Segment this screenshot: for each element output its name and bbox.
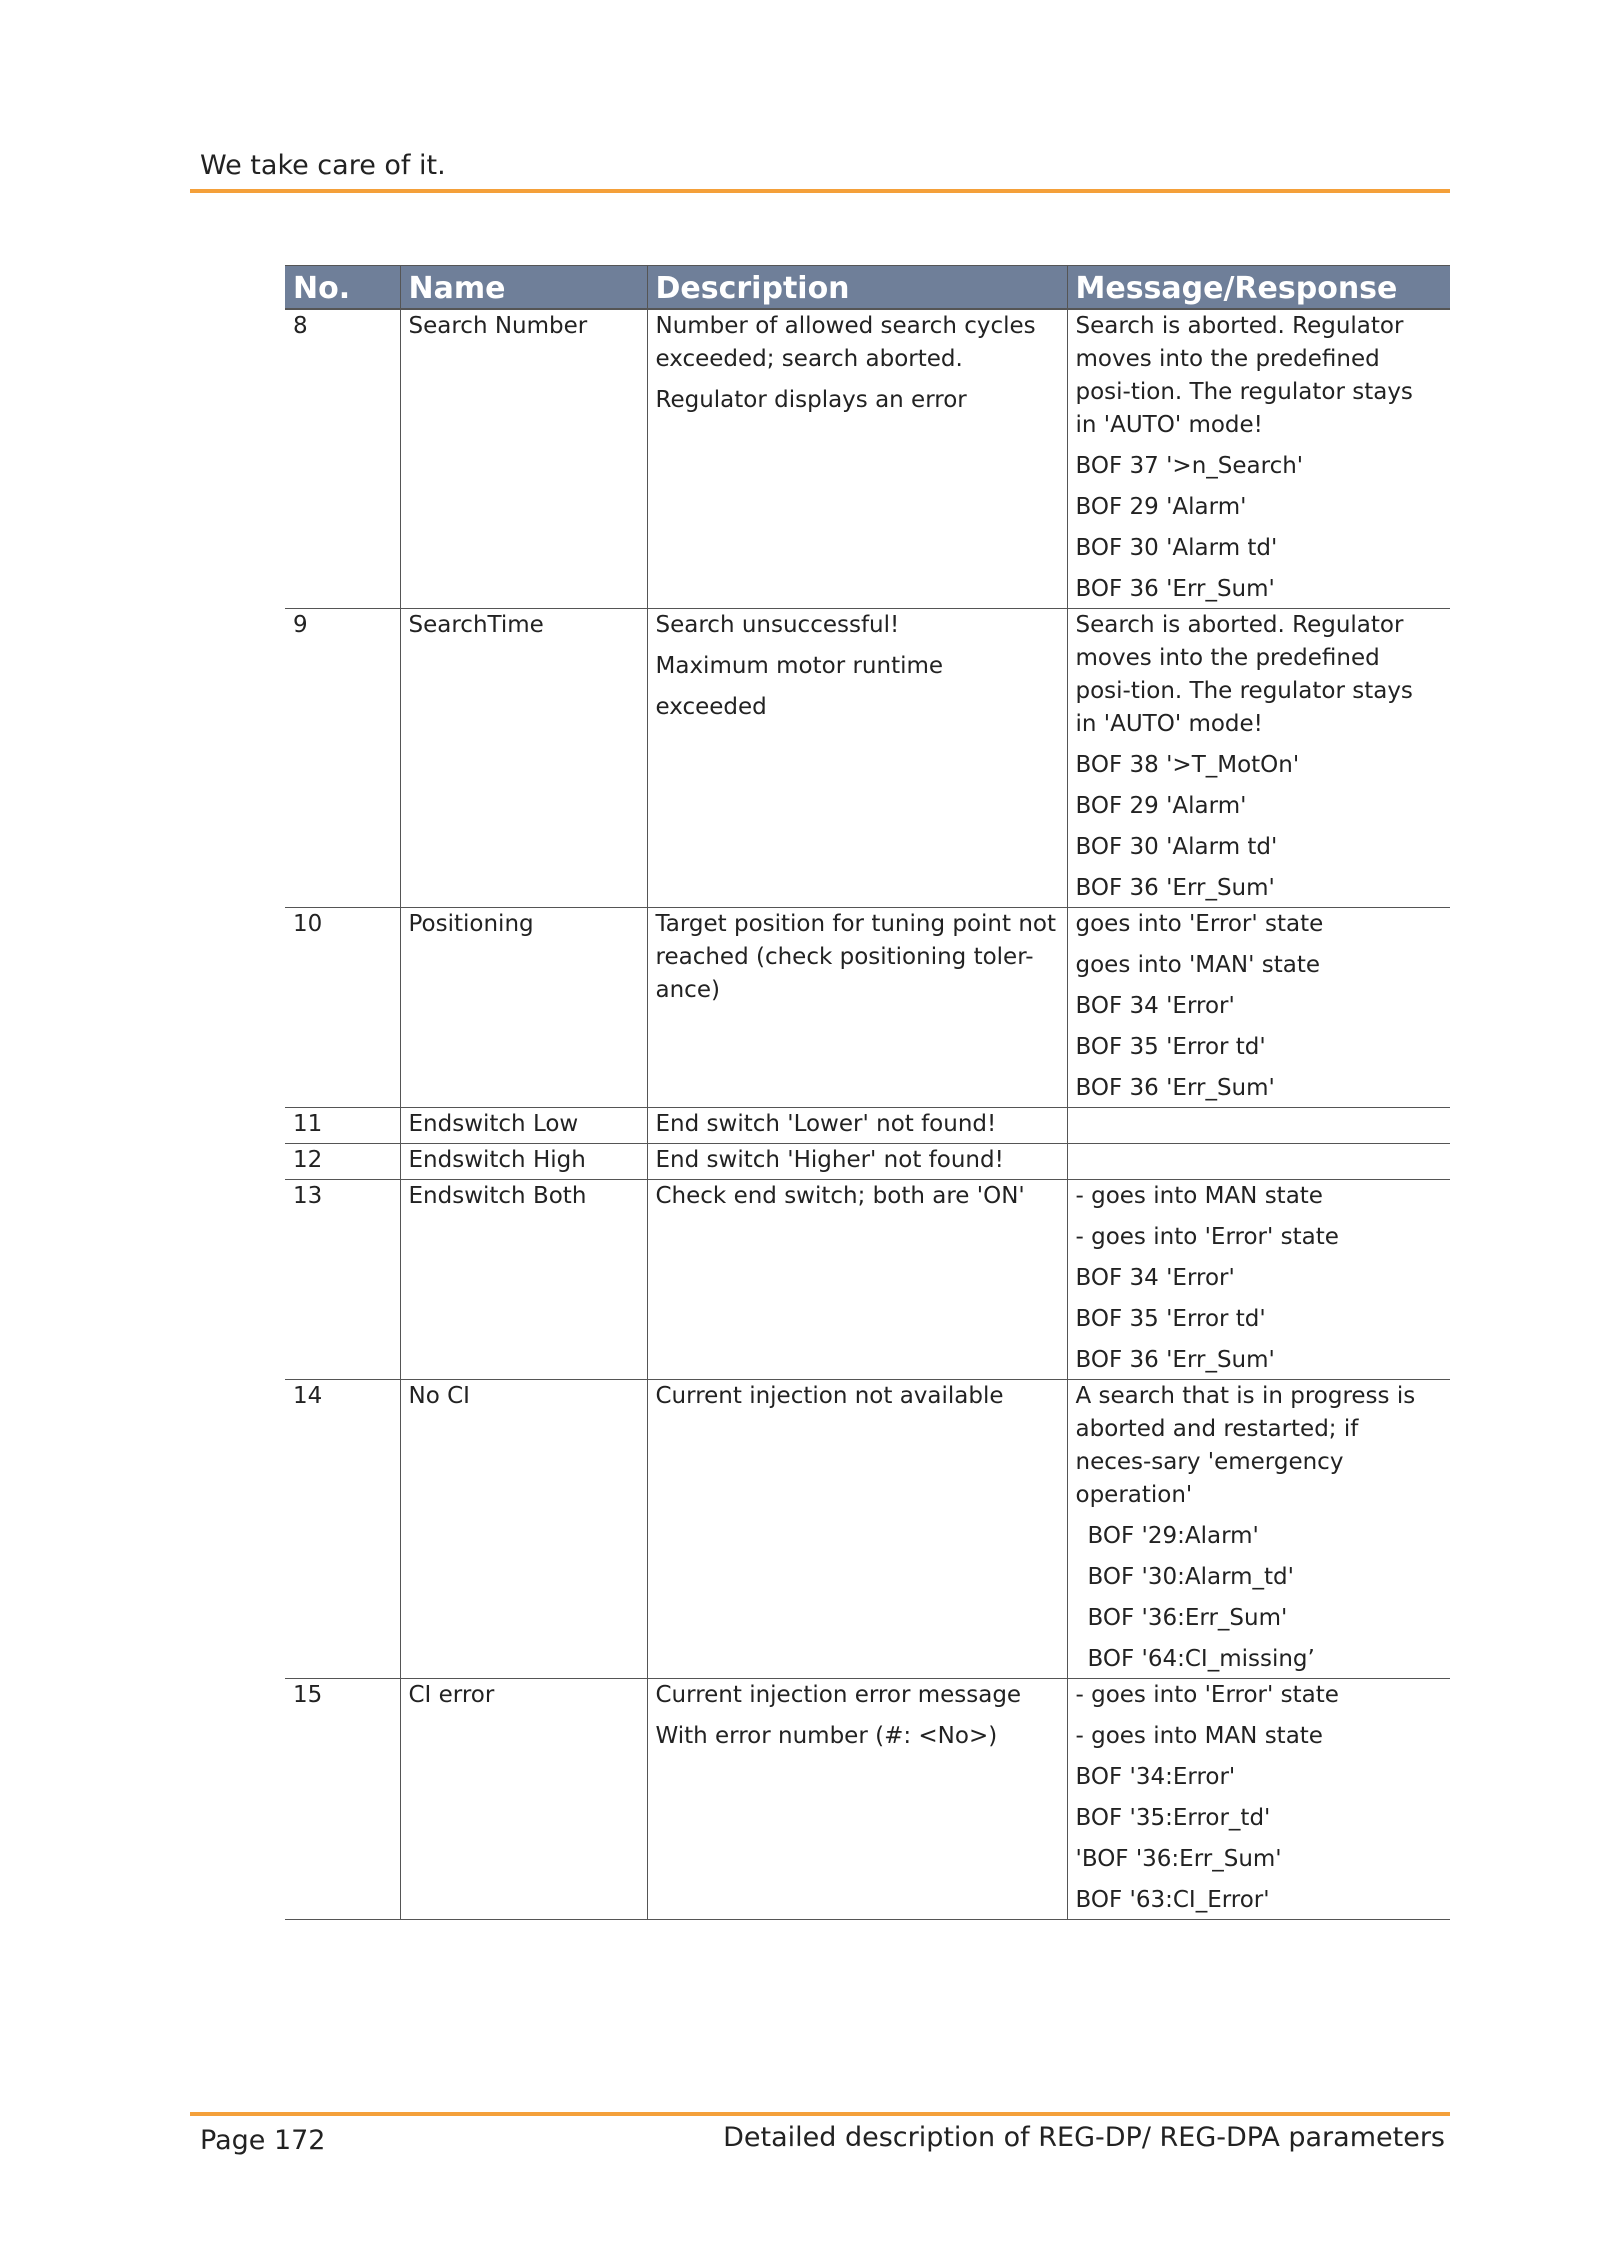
response-line: BOF 35 'Error td' — [1075, 1306, 1266, 1332]
footer-title: Detailed description of REG-DP/ REG-DPA parameters — [723, 2122, 1445, 2153]
cell-no: 10 — [285, 908, 400, 1108]
response-line: BOF 29 'Alarm' — [1075, 793, 1247, 819]
cell-no: 9 — [285, 609, 400, 908]
cell-name: Endswitch Both — [400, 1180, 647, 1380]
description-line: End switch 'Higher' not found! — [655, 1147, 1004, 1173]
response-line: Search is aborted. Regulator moves into the predefined posi-tion. The regulator stays in 'AUTO' mode! — [1075, 612, 1413, 737]
page-number: Page 172 — [200, 2125, 326, 2156]
description-line: End switch 'Lower' not found! — [655, 1111, 997, 1137]
table-row — [285, 1180, 1450, 1380]
response-line: BOF '34:Error' — [1075, 1764, 1236, 1790]
column-header-no: No. — [285, 266, 400, 310]
column-header-response: Message/Response — [1067, 266, 1450, 310]
response-line: BOF 36 'Err_Sum' — [1075, 576, 1275, 602]
cell-name: Positioning — [400, 908, 647, 1108]
response-line: BOF '30:Alarm_td' — [1087, 1564, 1294, 1590]
description-line: Current injection not available — [655, 1383, 1004, 1409]
description-line: Target position for tuning point not reached (check positioning toler-ance) — [655, 911, 1057, 1003]
table-header-row — [285, 266, 1450, 310]
response-line: goes into 'MAN' state — [1075, 952, 1320, 978]
cell-no: 13 — [285, 1180, 400, 1380]
description-line: Current injection error message — [655, 1682, 1022, 1708]
parameter-table — [285, 265, 1450, 1920]
table-row — [285, 1679, 1450, 1920]
response-line: BOF '64:CI_missing’ — [1087, 1646, 1315, 1672]
description-line: Number of allowed search cycles exceeded; search aborted. — [655, 313, 1036, 372]
cell-description — [647, 1679, 1067, 1920]
cell-no: 12 — [285, 1144, 400, 1180]
cell-no: 15 — [285, 1679, 400, 1920]
cell-name: Endswitch High — [400, 1144, 647, 1180]
footer-rule — [190, 2112, 1450, 2116]
cell-description — [647, 1380, 1067, 1679]
response-line: BOF 38 '>T_MotOn' — [1075, 752, 1300, 778]
response-line: BOF '35:Error_td' — [1075, 1805, 1271, 1831]
description-line: Regulator displays an error — [655, 387, 967, 413]
response-line: - goes into MAN state — [1075, 1723, 1323, 1749]
cell-description — [647, 609, 1067, 908]
response-line: - goes into 'Error' state — [1075, 1682, 1339, 1708]
table-row — [285, 1144, 1450, 1180]
table-row — [285, 908, 1450, 1108]
table-row — [285, 609, 1450, 908]
response-line: BOF 30 'Alarm td' — [1075, 535, 1278, 561]
cell-no: 14 — [285, 1380, 400, 1679]
response-line: - goes into MAN state — [1075, 1183, 1323, 1209]
response-line: BOF 34 'Error' — [1075, 993, 1235, 1019]
description-line: With error number (#: <No>) — [655, 1723, 998, 1749]
description-line: Maximum motor runtime — [655, 653, 944, 679]
response-line: BOF '63:CI_Error' — [1075, 1887, 1270, 1913]
cell-name: No CI — [400, 1380, 647, 1679]
cell-response — [1067, 1144, 1450, 1180]
response-line: BOF 37 '>n_Search' — [1075, 453, 1304, 479]
response-line: A search that is in progress is aborted and restarted; if neces-sary 'emergency operation' — [1075, 1383, 1416, 1508]
response-line: - goes into 'Error' state — [1075, 1224, 1339, 1250]
response-line: 'BOF '36:Err_Sum' — [1075, 1846, 1282, 1872]
cell-response — [1067, 908, 1450, 1108]
response-line: goes into 'Error' state — [1075, 911, 1324, 937]
response-line: BOF '29:Alarm' — [1087, 1523, 1259, 1549]
cell-description — [647, 1108, 1067, 1144]
cell-no: 8 — [285, 309, 400, 609]
cell-no: 11 — [285, 1108, 400, 1144]
table-row — [285, 309, 1450, 609]
table-row — [285, 1108, 1450, 1144]
cell-description — [647, 1144, 1067, 1180]
cell-name: CI error — [400, 1679, 647, 1920]
cell-response — [1067, 609, 1450, 908]
response-line: BOF 36 'Err_Sum' — [1075, 875, 1275, 901]
response-line: Search is aborted. Regulator moves into the predefined posi-tion. The regulator stays in 'AUTO' mode! — [1075, 313, 1413, 438]
response-line: BOF 29 'Alarm' — [1075, 494, 1247, 520]
response-line: BOF 35 'Error td' — [1075, 1034, 1266, 1060]
cell-description — [647, 908, 1067, 1108]
column-header-name: Name — [400, 266, 647, 310]
response-line: BOF 34 'Error' — [1075, 1265, 1235, 1291]
header-rule — [190, 189, 1450, 193]
cell-response — [1067, 1380, 1450, 1679]
response-line: BOF 30 'Alarm td' — [1075, 834, 1278, 860]
cell-response — [1067, 309, 1450, 609]
cell-name: Search Number — [400, 309, 647, 609]
response-line: BOF '36:Err_Sum' — [1087, 1605, 1288, 1631]
cell-response — [1067, 1679, 1450, 1920]
running-header: We take care of it. — [200, 150, 446, 181]
table-row — [285, 1380, 1450, 1679]
table-body — [285, 309, 1450, 1920]
response-line: BOF 36 'Err_Sum' — [1075, 1347, 1275, 1373]
cell-description — [647, 1180, 1067, 1380]
description-line: Check end switch; both are 'ON' — [655, 1183, 1025, 1209]
cell-response — [1067, 1180, 1450, 1380]
column-header-description: Description — [647, 266, 1067, 310]
cell-name: SearchTime — [400, 609, 647, 908]
cell-name: Endswitch Low — [400, 1108, 647, 1144]
response-line: BOF 36 'Err_Sum' — [1075, 1075, 1275, 1101]
description-line: Search unsuccessful! — [655, 612, 900, 638]
description-line: exceeded — [655, 694, 767, 720]
cell-description — [647, 309, 1067, 609]
cell-response — [1067, 1108, 1450, 1144]
